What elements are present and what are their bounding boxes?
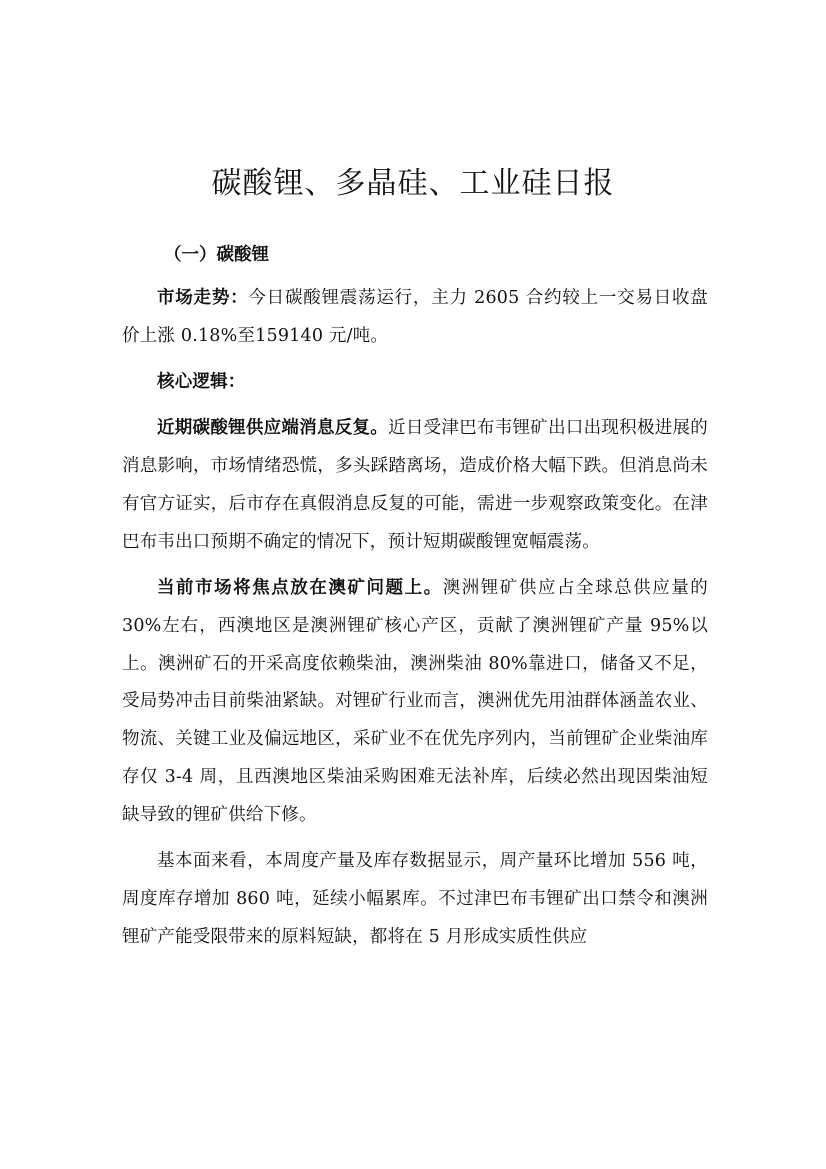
paragraph-text: 澳洲锂矿供应占全球总供应量的 30%左右，西澳地区是澳洲锂矿核心产区，贡献了澳洲锂矿产量 95%以上。澳洲矿石的开采高度依赖柴油，澳洲柴油 80%靠进口，储备又不足，受局势冲击目前柴油紧缺。对锂矿行业而言，澳洲优先用油群体涵盖农业、物流、关键工业及偏远地区，采矿业不在优先序列内，当前锂矿企业柴油库存仅 3-4 周，且西澳地区柴油采购困难无法补库，后续必然出现因柴油短缺导致的锂矿供给下修。 [122, 578, 708, 825]
document-title: 碳酸锂、多晶硅、工业硅日报 [211, 166, 615, 202]
paragraph-text: 基本面来看，本周度产量及库存数据显示，周产量环比增加 556 吨，周度库存增加 860 吨，延续小幅累库。不过津巴布韦锂矿出口禁令和澳洲锂矿产能受限带来的原料短缺，都将在 5 月形成实质性供应 [122, 851, 708, 947]
section-heading: （一）碳酸锂 [164, 245, 269, 265]
paragraph-lead: 核心逻辑： [157, 372, 246, 393]
paragraph-australia-mines [122, 570, 708, 835]
paragraph-lead: 当前市场将焦点放在澳矿问题上。 [157, 578, 443, 599]
paragraph-market-trend [122, 280, 708, 356]
document-body [122, 280, 708, 965]
paragraph-core-logic [122, 364, 708, 402]
paragraph-text: 近日受津巴布韦锂矿出口出现积极进展的消息影响，市场情绪恐慌，多头踩踏离场，造成价格大幅下跌。但消息尚未有官方证实，后市存在真假消息反复的可能，需进一步观察政策变化。在津巴布韦出口预期不确定的情况下，预计短期碳酸锂宽幅震荡。 [122, 418, 708, 552]
paragraph-text: 今日碳酸锂震荡运行，主力 2605 合约较上一交易日收盘价上涨 0.18%至159140 元/吨。 [122, 288, 709, 346]
paragraph-supply-news [122, 410, 708, 561]
paragraph-lead: 市场走势： [157, 288, 249, 308]
paragraph-fundamentals [122, 843, 708, 956]
paragraph-lead: 近期碳酸锂供应端消息反复。 [157, 418, 389, 439]
